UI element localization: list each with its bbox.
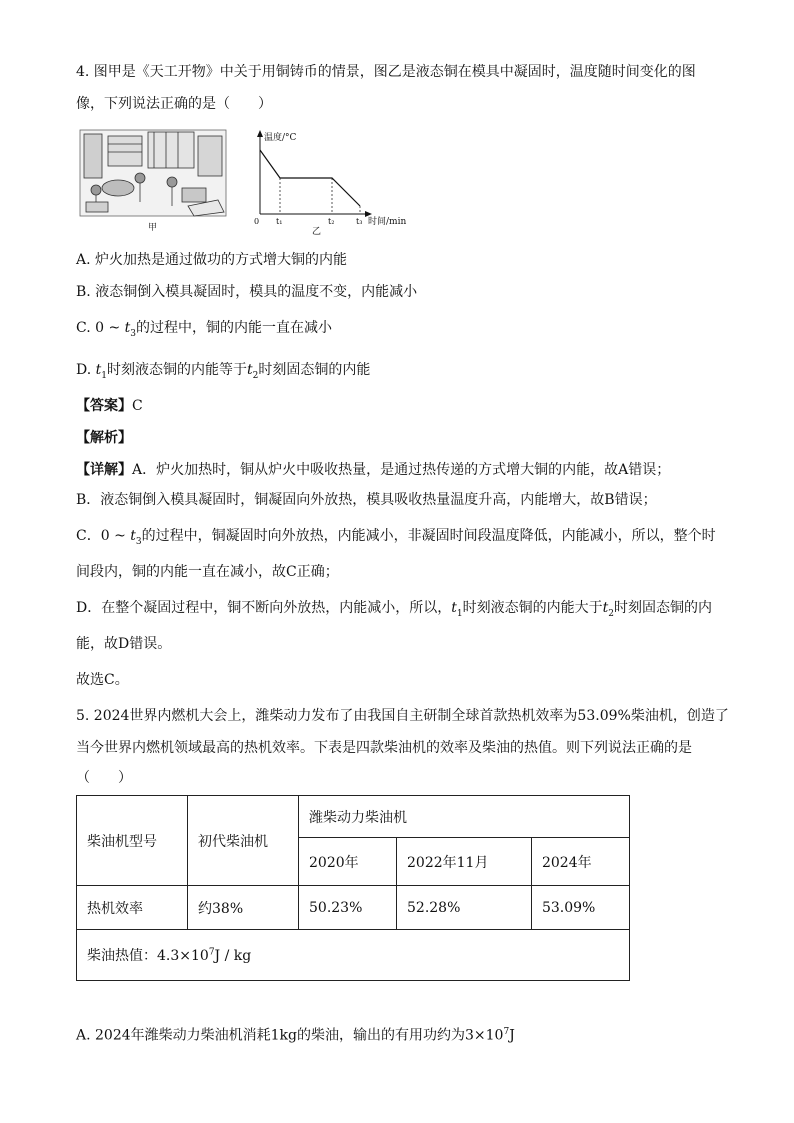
graph-ylabel: 温度/°C [264, 133, 297, 143]
q5-option-a: A. 2024年潍柴动力柴油机消耗1kg的柴油，输出的有用功约为$3\times 10^7J$ [76, 1027, 515, 1044]
row-efficiency-label: 热机效率 [77, 886, 188, 930]
heat-value-cell: 柴油热值：$4.3\times 10^7J$ / kg [77, 930, 630, 981]
fig-yi-label: 乙 [312, 227, 322, 236]
table-row [77, 886, 630, 930]
q4-option-d: D. $t_1$时刻液态铜的内能等于$t_2$时刻固态铜的内能 [76, 362, 371, 381]
q5-stem-line2: 当今世界内燃机领域最高的热机效率。下表是四款柴油机的效率及柴油的热值。则下列说法正确的是 [76, 740, 692, 756]
q5-stem-line1: 5. 2024世界内燃机大会上，潍柴动力发布了由我国自主研制全球首款热机效率为53.09%柴油机，创造了 [76, 708, 729, 724]
q4-stem-line1: 4. 图甲是《天工开物》中关于用铜铸币的情景，图乙是液态铜在模具中凝固时，温度随时间变化的图 [76, 64, 696, 80]
header-weichai: 潍柴动力柴油机 [299, 796, 630, 838]
efficiency-first-gen: 约38% [188, 886, 299, 930]
casting-illustration [80, 130, 226, 216]
table-row [77, 796, 630, 838]
header-model: 柴油机型号 [77, 796, 188, 886]
q4-answer [76, 396, 143, 416]
graph-tick-t2: t₂ [328, 217, 335, 226]
q4-figure [78, 126, 418, 236]
y-axis-arrow [257, 130, 263, 137]
temperature-curve [260, 150, 360, 206]
q4-option-c: C. 0 ~ $t_3$的过程中，铜的内能一直在减小 [76, 320, 333, 339]
efficiency-2024: 53.09% [531, 886, 629, 930]
graph-tick-t3: t₃ [356, 217, 363, 226]
q4-conclusion: 故选C。 [76, 672, 129, 688]
q4-detail-c2: 间段内，铜的内能一直在减小，故C正确； [76, 564, 339, 580]
q4-detail-a: 【详解】A．炉火加热时，铜从炉火中吸收热量，是通过热传递的方式增大铜的内能，故A错误； [76, 462, 671, 478]
q4-detail-b: B．液态铜倒入模具凝固时，铜凝固向外放热，模具吸收热量温度升高，内能增大，故B错误； [76, 492, 657, 508]
q4-stem-line2: 像，下列说法正确的是（ ） [76, 96, 272, 112]
table-row [77, 930, 630, 981]
q4-detail-d2: 能，故D错误。 [76, 636, 172, 652]
q4-detail-c1: C．0 ~ $t_3$的过程中，铜凝固时向外放热，内能减小，非凝固时间段温度降低，内能减小，所以，整个时 [76, 528, 716, 547]
q4-option-b: B. 液态铜倒入模具凝固时，模具的温度不变，内能减小 [76, 284, 418, 300]
q4-detail-d1: D．在整个凝固过程中，铜不断向外放热，内能减小，所以，$t_1$时刻液态铜的内能大于$t_2$时刻固态铜的内 [76, 600, 712, 619]
efficiency-2020: 50.23% [299, 886, 397, 930]
header-first-gen: 初代柴油机 [188, 796, 299, 886]
header-year-2024: 2024年 [531, 838, 629, 886]
header-year-2022: 2022年11月 [397, 838, 532, 886]
header-year-2020: 2020年 [299, 838, 397, 886]
answer-label: 【答案】 [76, 398, 132, 414]
efficiency-2022: 52.28% [397, 886, 532, 930]
fig-jia-label: 甲 [148, 223, 158, 233]
answer-value: C [132, 398, 143, 414]
q5-stem-line3: （ ） [76, 770, 132, 786]
temperature-graph [254, 130, 406, 236]
graph-xlabel: 时间/min [368, 217, 407, 227]
q4-figure-svg [78, 126, 418, 236]
graph-tick-0: 0 [254, 217, 260, 226]
q4-option-a: A. 炉火加热是通过做功的方式增大铜的内能 [76, 252, 348, 268]
q5-data-table [76, 795, 630, 981]
graph-tick-t1: t₁ [276, 217, 283, 226]
q4-analysis-label: 【解析】 [76, 430, 132, 446]
